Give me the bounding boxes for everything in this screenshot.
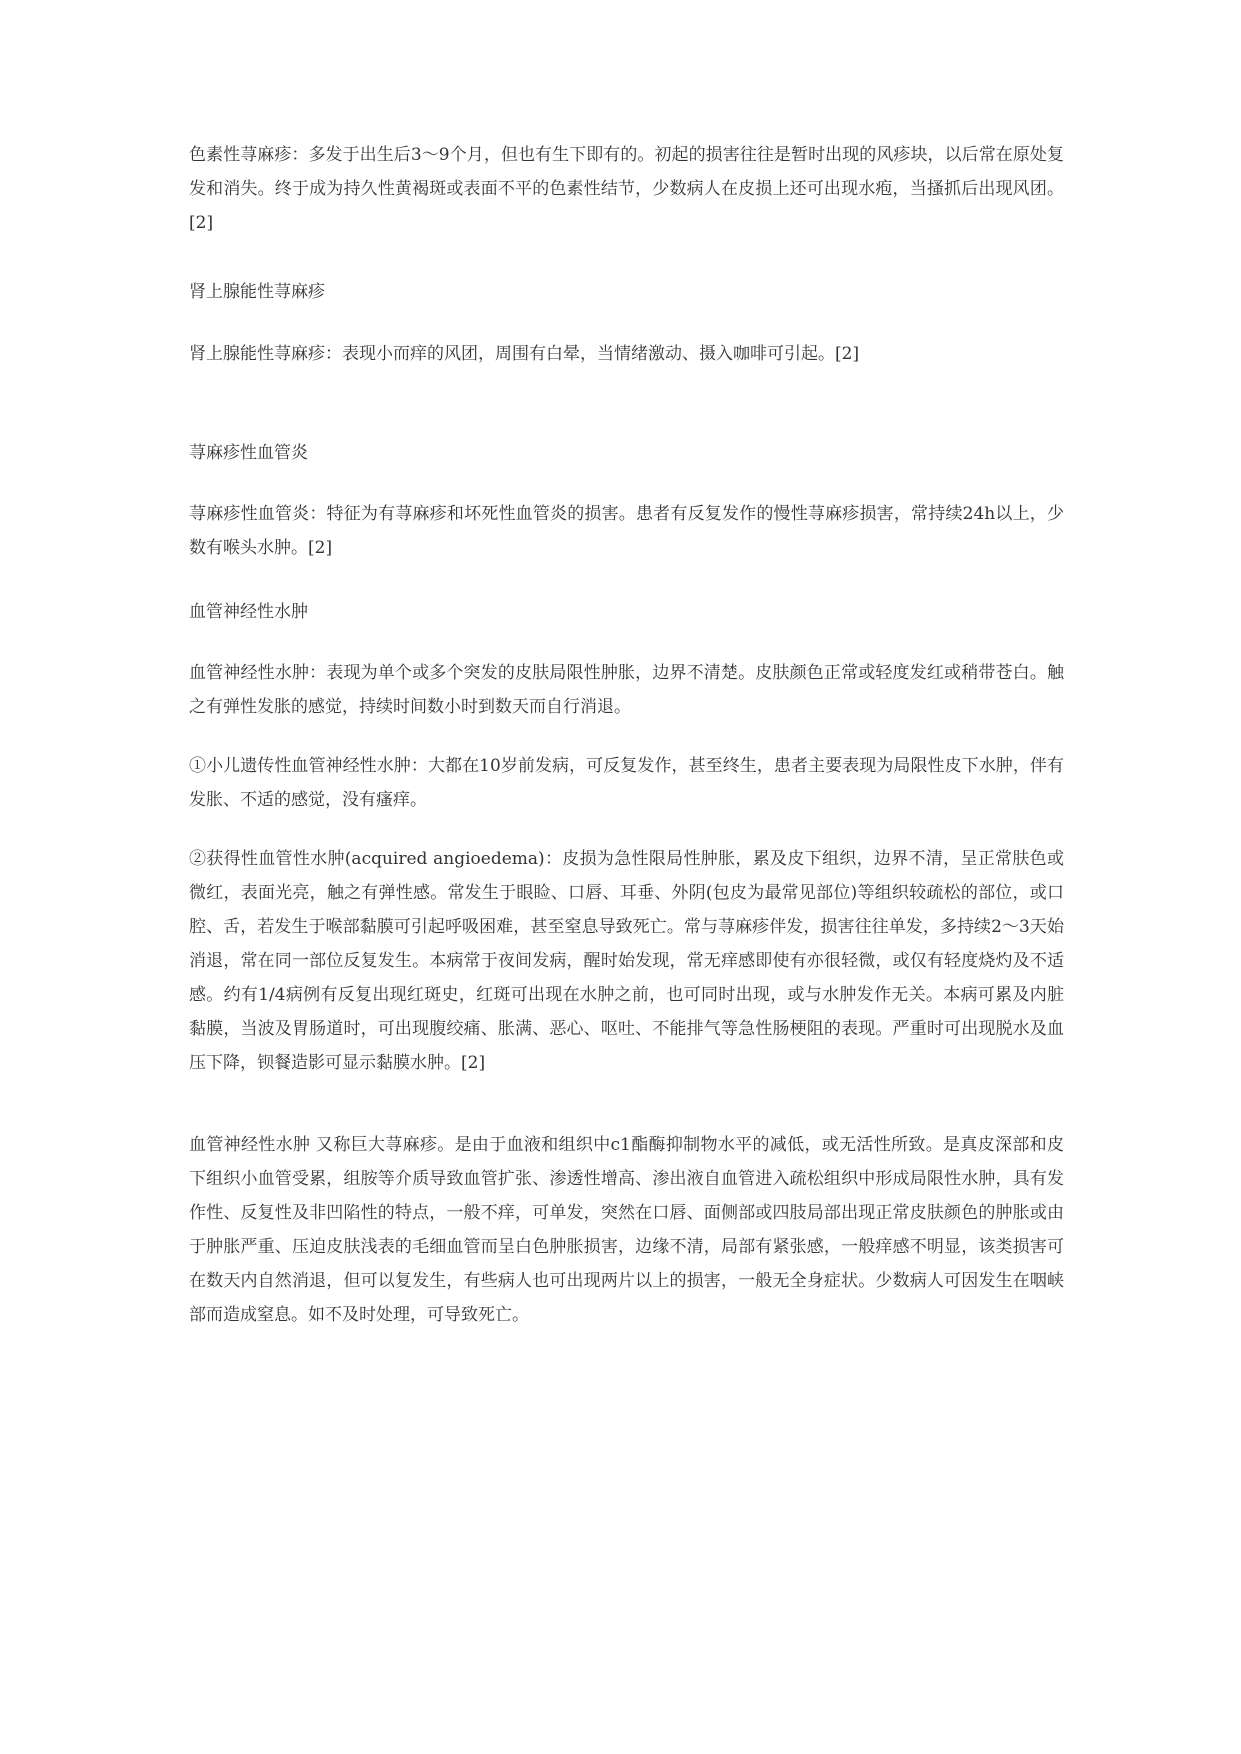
heading-urticarial-vasculitis: 荨麻疹性血管炎 <box>189 443 308 463</box>
paragraph-angioedema: 血管神经性水肿：表现为单个或多个突发的皮肤局限性肿胀，边界不清楚。皮肤颜色正常或轻度发红或稍带苍白。触之有弹性发胀的感觉，持续时间数小时到数天而自行消退。 <box>189 663 1064 717</box>
paragraph-hereditary-angioedema: ①小儿遗传性血管神经性水肿：大都在10岁前发病，可反复发作，甚至终生，患者主要表现为局限性皮下水肿，伴有发胀、不适的感觉，没有瘙痒。 <box>189 756 1064 810</box>
paragraph-acquired-angioedema: ②获得性血管性水肿(acquired angioedema)：皮损为急性限局性肿胀，累及皮下组织，边界不清，呈正常肤色或微红，表面光亮，触之有弹性感。常发生于眼睑、口唇、耳垂、外阴(包皮为最常见部位)等组织较疏松的部位，或口腔、舌，若发生于喉部黏膜可引起呼吸困难，甚至窒息导致死亡。常与荨麻疹伴发，损害往往单发，多持续2～3天始消退，常在同一部位反复发生。本病常于夜间发病，醒时始发现，常无痒感即使有亦很轻微，或仅有轻度烧灼及不适感。约有1/4病例有反复出现红斑史，红斑可出现在水肿之前，也可同时出现，或与水肿发作无关。本病可累及内脏黏膜，当波及胃肠道时，可出现腹绞痛、胀满、恶心、呕吐、不能排气等急性肠梗阻的表现。严重时可出现脱水及血压下降，钡餐造影可显示黏膜水肿。[2] <box>189 849 1064 1073</box>
paragraph-pigmented-urticaria: 色素性荨麻疹：多发于出生后3～9个月，但也有生下即有的。初起的损害往往是暂时出现的风疹块，以后常在原处复发和消失。终于成为持久性黄褐斑或表面不平的色素性结节，少数病人在皮损上还可出现水疱，当搔抓后出现风团。[2] <box>189 145 1064 233</box>
paragraph-giant-urticaria: 血管神经性水肿 又称巨大荨麻疹。是由于血液和组织中c1酯酶抑制物水平的减低，或无活性所致。是真皮深部和皮下组织小血管受累，组胺等介质导致血管扩张、渗透性增高、渗出液自血管进入疏松组织中形成局限性水肿，具有发作性、反复性及非凹陷性的特点，一般不痒，可单发，突然在口唇、面侧部或四肢局部出现正常皮肤颜色的肿胀或由于肿胀严重、压迫皮肤浅表的毛细血管而呈白色肿胀损害，边缘不清，局部有紧张感，一般痒感不明显，该类损害可在数天内自然消退，但可以复发生，有些病人也可出现两片以上的损害，一般无全身症状。少数病人可因发生在咽峡部而造成窒息。如不及时处理，可导致死亡。 <box>189 1135 1064 1325</box>
heading-angioedema: 血管神经性水肿 <box>189 602 308 622</box>
heading-adrenergic-urticaria: 肾上腺能性荨麻疹 <box>189 282 325 302</box>
paragraph-adrenergic-urticaria: 肾上腺能性荨麻疹：表现小而痒的风团，周围有白晕，当情绪激动、摄入咖啡可引起。[2] <box>189 344 860 364</box>
paragraph-urticarial-vasculitis: 荨麻疹性血管炎：特征为有荨麻疹和坏死性血管炎的损害。患者有反复发作的慢性荨麻疹损害，常持续24h以上，少数有喉头水肿。[2] <box>189 504 1064 558</box>
